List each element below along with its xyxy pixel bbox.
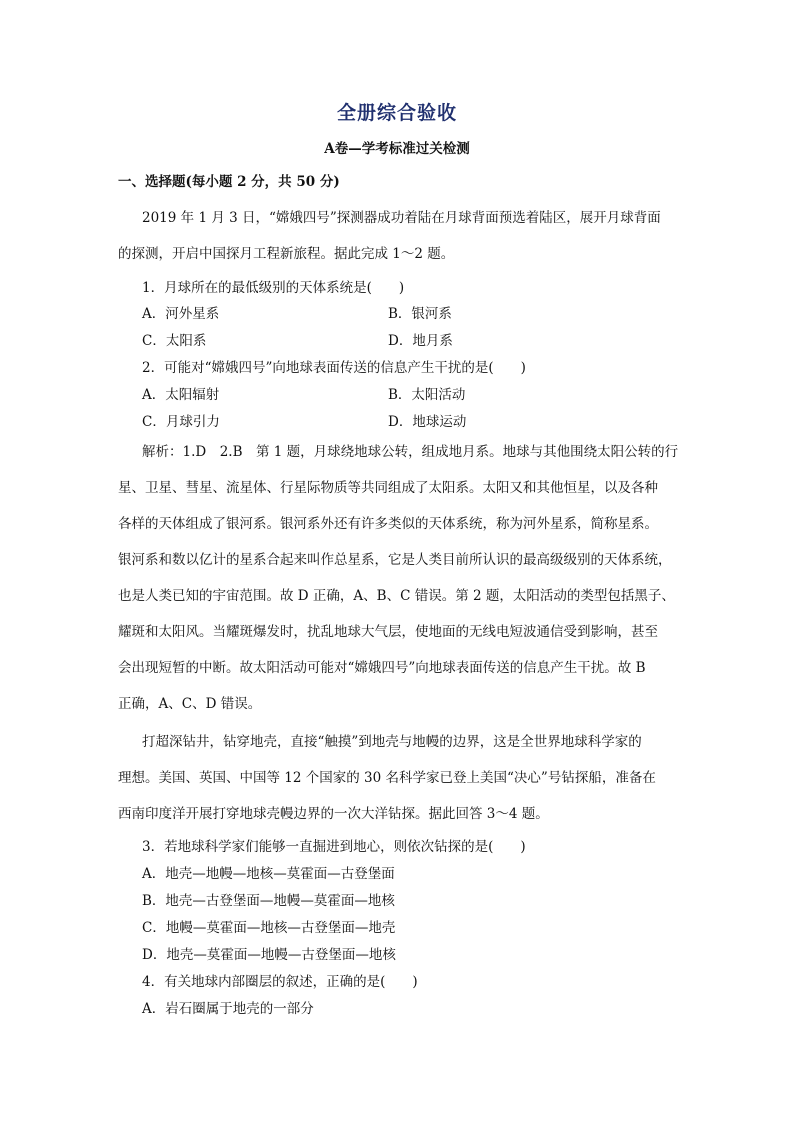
question-2-option-a: A．太阳辐射 [142,387,220,403]
passage2-line: 打超深钻井，钻穿地壳，直接“触摸”到地壳与地幔的边界，这是全世界地球科学家的 [142,734,642,750]
passage2-line: 理想。美国、英国、中国等 12 个国家的 30 名科学家已登上美国“决心”号钻探船，准备在 [118,770,656,786]
analysis-line: 银河系和数以亿计的星系合起来叫作总星系，它是人类目前所认识的最高级级别的天体系统， [118,552,672,568]
analysis-line: 耀斑和太阳风。当耀斑爆发时，扰乱地球大气层，使地面的无线电短波通信受到影响，甚至 [118,624,658,640]
question-2-stem: 2．可能对“嫦娥四号”向地球表面传送的信息产生干扰的是( ) [142,360,526,376]
question-2-option-b: B．太阳活动 [388,387,466,403]
page-title: 全册综合验收 [336,102,457,124]
analysis-line: 各样的天体组成了银河系。银河系外还有许多类似的天体系统，称为河外星系，简称星系。 [118,516,658,532]
passage1-line: 的探测，开启中国探月工程新旅程。据此完成 1～2 题。 [118,246,455,262]
analysis-line: 会出现短暂的中断。故太阳活动可能对“嫦娥四号”向地球表面传送的信息产生干扰。故 B [118,660,646,676]
analysis-line: 解析：1.D 2.B 第 1 题，月球绕地球公转，组成地月系。地球与其他围绕太阳公转的行 [142,444,679,460]
question-3-stem: 3．若地球科学家们能够一直掘进到地心，则依次钻探的是( ) [142,839,526,855]
question-4-stem: 4．有关地球内部圈层的叙述，正确的是( ) [142,974,418,990]
question-1-option-c: C．太阳系 [142,333,207,349]
analysis-line: 正确，A、C、D 错误。 [118,696,262,712]
question-1-option-b: B．银河系 [388,306,452,322]
question-4-option-a: A．岩石圈属于地壳的一部分 [142,1001,314,1017]
question-1-option-d: D．地月系 [388,333,453,349]
question-1-stem: 1．月球所在的最低级别的天体系统是( ) [142,280,405,296]
question-3-option-a: A．地壳—地幔—地核—莫霍面—古登堡面 [142,866,395,882]
question-2-option-c: C．月球引力 [142,414,220,430]
question-2-option-d: D．地球运动 [388,414,467,430]
page-subtitle: A卷—学考标准过关检测 [324,141,470,157]
passage2-line: 西南印度洋开展打穿地球壳幔边界的一次大洋钻探。据此回答 3～4 题。 [118,806,549,822]
question-3-option-b: B．地壳—古登堡面—地幔—莫霍面—地核 [142,893,395,909]
analysis-line: 星、卫星、彗星、流星体、行星际物质等共同组成了太阳系。太阳又和其他恒星，以及各种 [118,480,658,496]
analysis-line: 也是人类已知的宇宙范围。故 D 正确，A、B、C 错误。第 2 题，太阳活动的类型包括黑子、 [118,588,675,604]
question-3-option-d: D．地壳—莫霍面—地幔—古登堡面—地核 [142,947,396,963]
passage1-line: 2019 年 1 月 3 日，“嫦娥四号”探测器成功着陆在月球背面预选着陆区，展开月球背面 [142,210,661,226]
question-3-option-c: C．地幔—莫霍面—地核—古登堡面—地壳 [142,920,396,936]
question-1-option-a: A．河外星系 [142,306,220,322]
section-heading: 一、选择题(每小题 2 分，共 50 分) [118,174,340,190]
